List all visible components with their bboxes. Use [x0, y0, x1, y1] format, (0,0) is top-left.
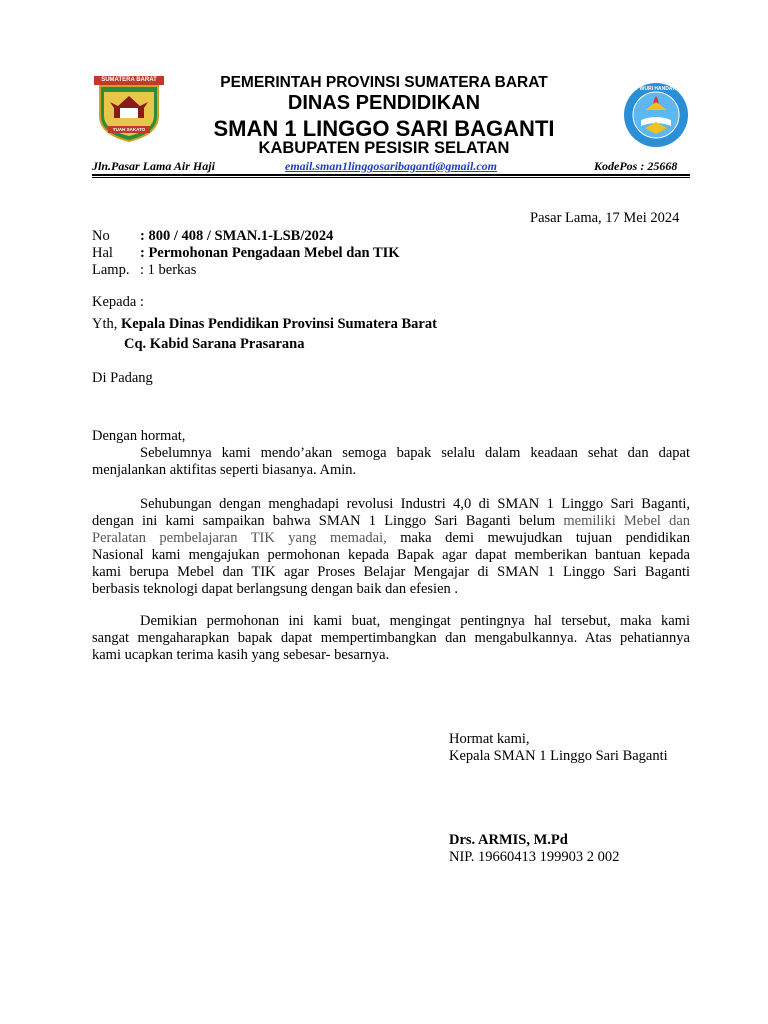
header-rule-thin [92, 177, 690, 178]
kop-pemerintah: PEMERINTAH PROVINSI SUMATERA BARAT [220, 74, 548, 91]
paragraph-2 [92, 496, 690, 598]
sumbar-banner-text: SUMATERA BARAT [101, 77, 157, 83]
sumbar-motto-text: TUAH SAKATO [112, 127, 146, 132]
p2-line1: Sehubungan dengan menghadapi revolusi Industri 4,0 di SMAN 1 Linggo Sari Baganti, [140, 496, 690, 512]
lamp-label: Lamp. [92, 262, 130, 278]
signer-position: Kepala SMAN 1 Linggo Sari Baganti [449, 748, 668, 764]
p2-line6: berbasis teknologi dapat berlangsung dengan baik dan efesien . [92, 581, 459, 597]
p1-line2: menjalankan aktifitas seperti biasanya. Amin. [92, 462, 357, 478]
signer-name: Drs. ARMIS, M.Pd [449, 832, 568, 848]
kop-dinas: DINAS PENDIDIKAN [287, 92, 481, 114]
yth-label: Yth, [92, 316, 118, 332]
p1-line1: Sebelumnya kami mendo’akan semoga bapak selalu dalam keadaan sehat dan dapat [140, 445, 690, 461]
kop-alamat: Jln.Pasar Lama Air Haji [92, 159, 215, 173]
signer-nip: NIP. 19660413 199903 2 002 [449, 849, 620, 865]
p3-line3: kami ucapkan terima kasih yang sebesar- besarnya. [92, 647, 390, 663]
no-label: No [92, 228, 110, 244]
lamp-value: : 1 berkas [140, 262, 197, 278]
p2-line3b: maka demi mewujudkan tujuan pendidikan [400, 530, 691, 546]
salutation: Dengan hormat, [92, 428, 186, 444]
tut-wuri-motto: TUT WURI HANDAYANI [628, 86, 684, 92]
kepada: Kepada : [92, 294, 144, 310]
no-value: : 800 / 408 / SMAN.1-LSB/2024 [140, 228, 334, 244]
p2-line5: kami berupa Mebel dan TIK agar Proses Belajar Mengajar di SMAN 1 Linggo Sari Baganti [92, 564, 690, 580]
kop-sekolah: SMAN 1 LINGGO SARI BAGANTI [213, 116, 555, 141]
yth [92, 316, 437, 333]
recipient-name: Kepala Dinas Pendidikan Provinsi Sumatera Barat [121, 316, 437, 332]
p2-line3 [92, 530, 690, 547]
hal-label: Hal [92, 245, 113, 261]
kop-kabupaten: KABUPATEN PESISIR SELATAN [258, 139, 510, 157]
p3-line2: sangat mengaharapkan bapak dapat mempertimbangkan dan mengabulkannya. Atas pehatiannya [92, 630, 690, 646]
recipient-cq: Cq. Kabid Sarana Prasarana [124, 336, 305, 352]
kop-email[interactable]: email.sman1linggosaribaganti@gmail.com [285, 159, 498, 173]
paragraph-3 [92, 613, 690, 664]
p2-line2 [92, 513, 690, 530]
kop-kodepos: KodePos : 25668 [594, 159, 678, 173]
closing: Hormat kami, [449, 731, 530, 747]
p2-line2b: memiliki Mebel dan [563, 513, 691, 529]
hal-value: : Permohonan Pengadaan Mebel dan TIK [140, 245, 400, 261]
p2-line3a: Peralatan pembelajaran TIK yang memadai, [92, 530, 387, 546]
p2-line2a: dengan ini kami sampaikan bahwa SMAN 1 Linggo Sari Baganti belum [92, 513, 556, 529]
p2-line4: Nasional kami mengajukan permohonan kepada Bapak agar dapat memberikan bantuan kepada [92, 547, 690, 563]
header-rule-thick [92, 174, 690, 176]
paragraph-1 [92, 445, 690, 479]
letter-date: Pasar Lama, 17 Mei 2024 [530, 210, 680, 226]
p3-line1: Demikian permohonan ini kami buat, mengingat pentingnya hal tersebut, maka kami [140, 613, 690, 629]
recipient-place: Di Padang [92, 370, 153, 386]
